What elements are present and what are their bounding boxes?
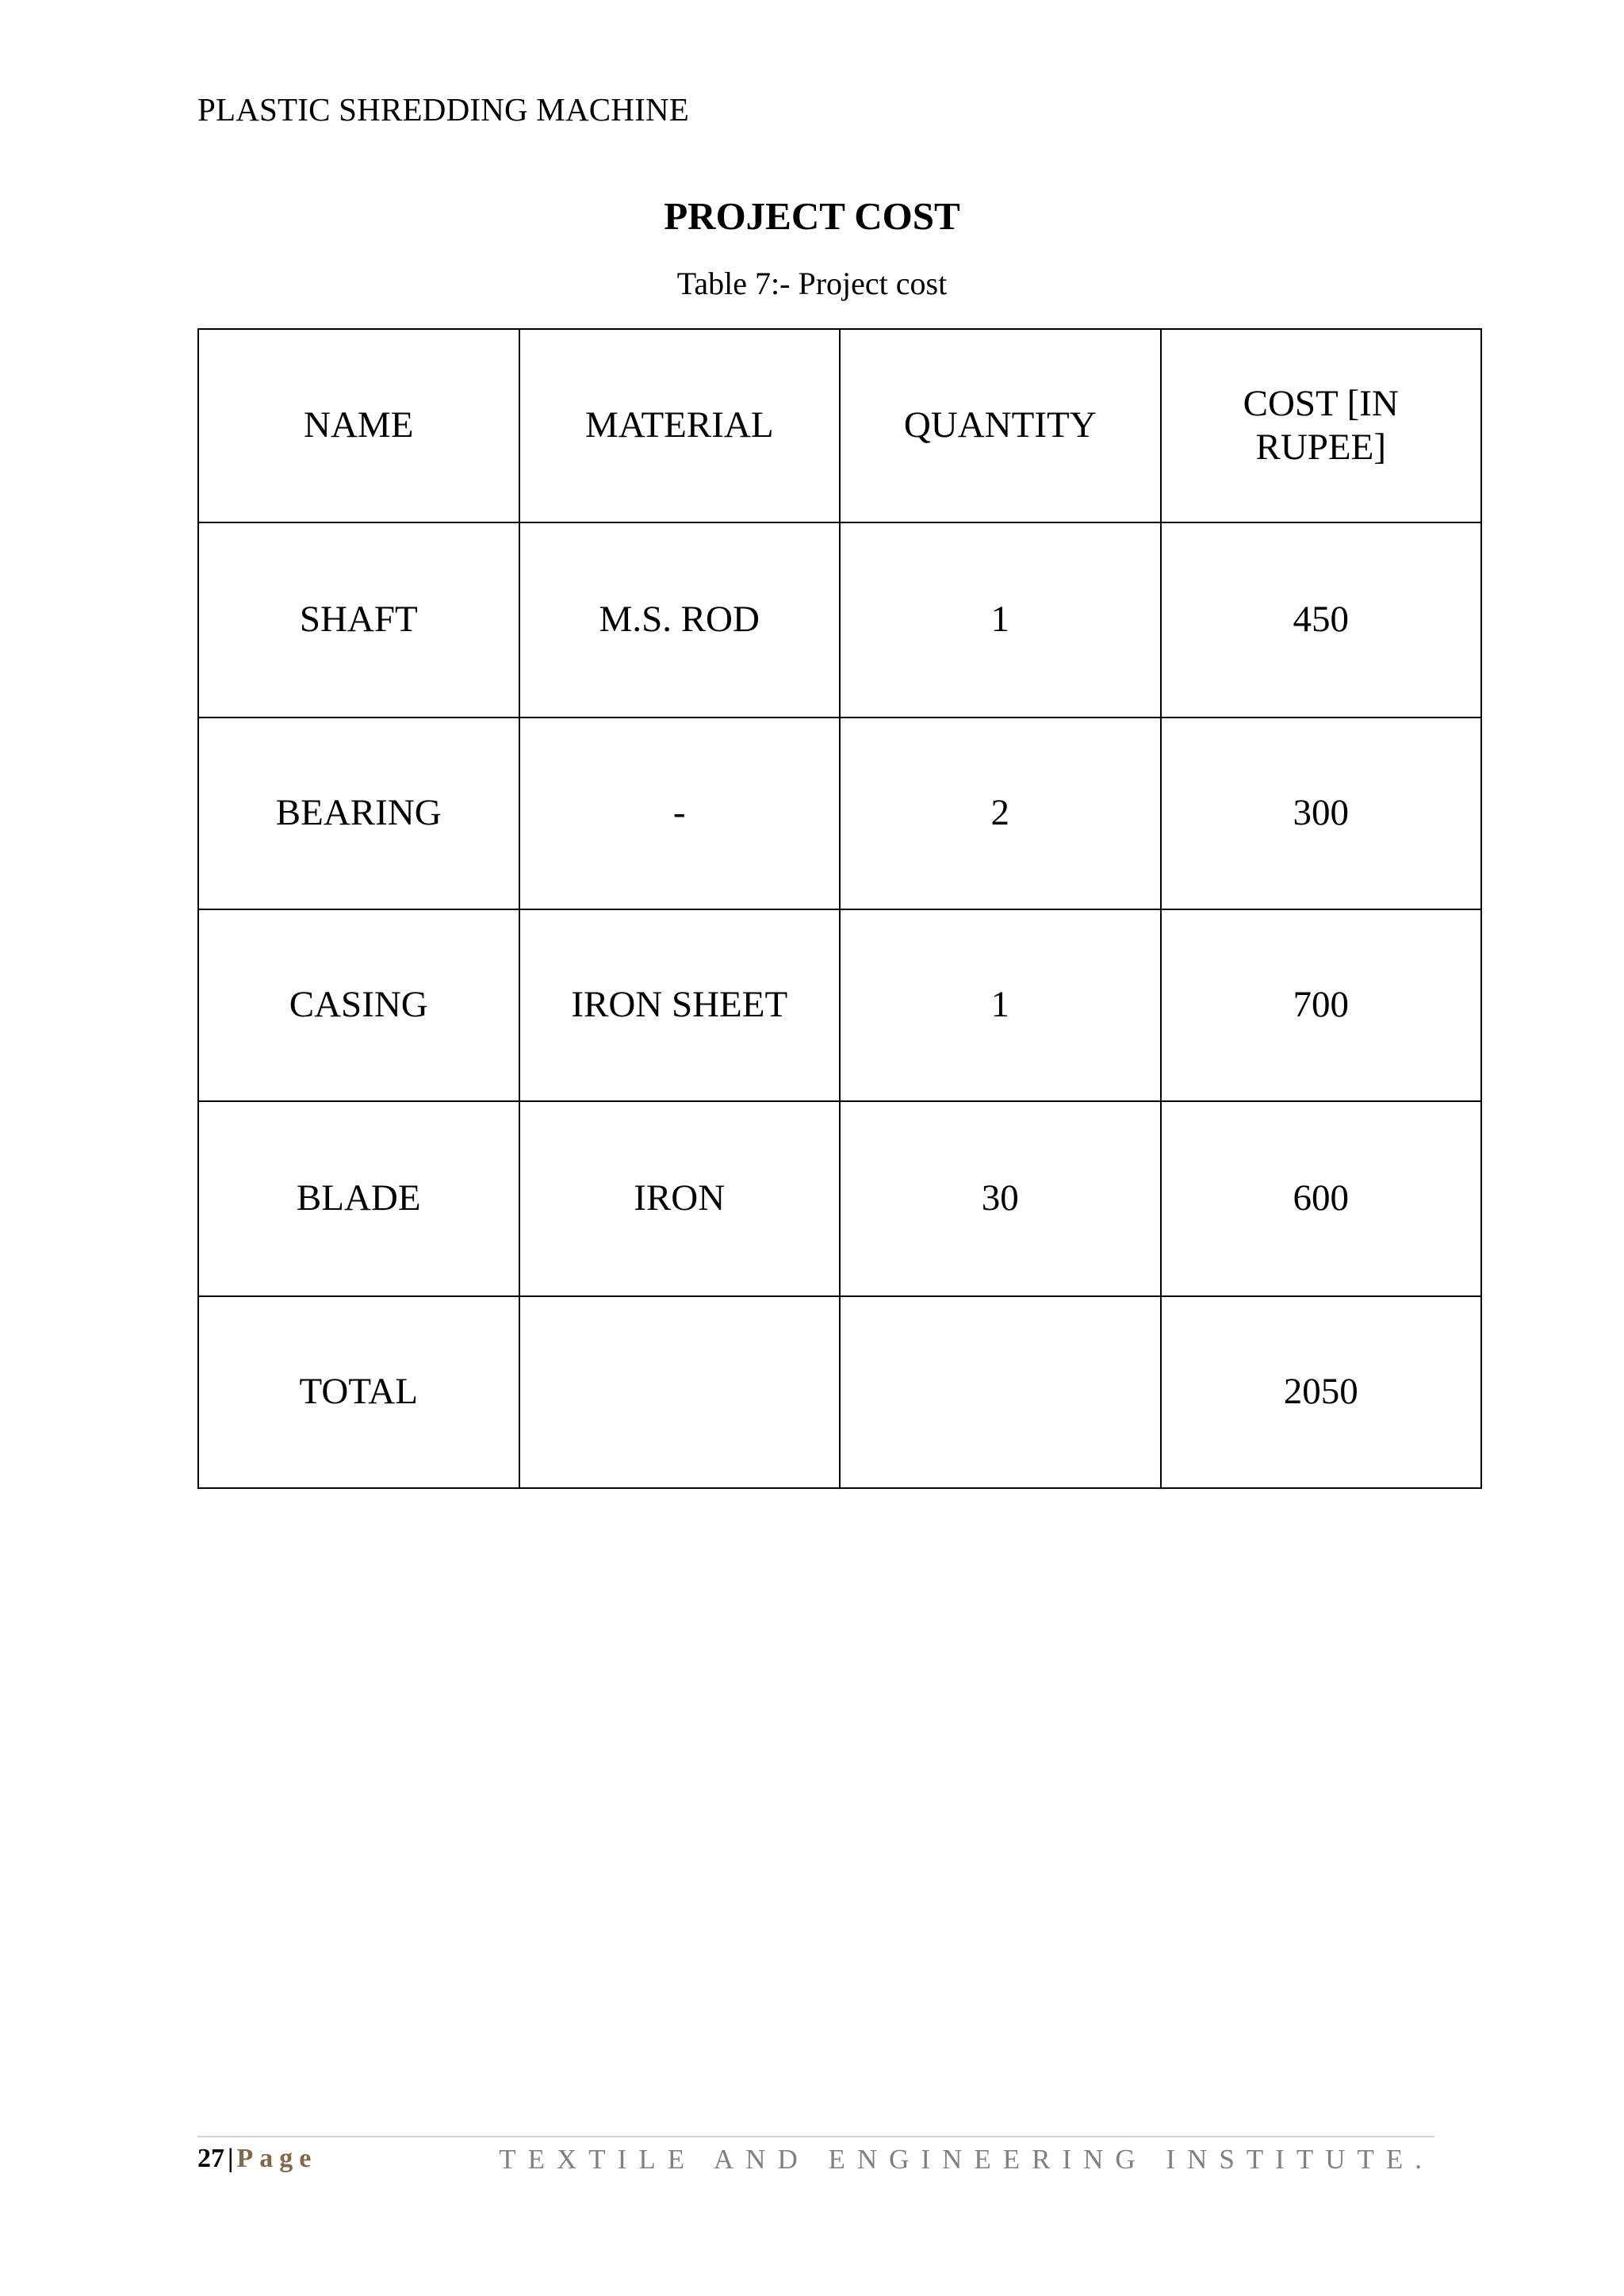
running-header: PLASTIC SHREDDING MACHINE bbox=[197, 91, 690, 128]
cell-quantity bbox=[840, 1296, 1161, 1488]
column-header-cost: COST [IN RUPEE] bbox=[1161, 329, 1482, 522]
table-header-row bbox=[198, 329, 1481, 522]
footer-divider bbox=[197, 2136, 1434, 2137]
cell-quantity: 1 bbox=[840, 909, 1161, 1101]
cell-name: TOTAL bbox=[198, 1296, 519, 1488]
cell-material: IRON bbox=[519, 1101, 841, 1296]
cell-cost: 600 bbox=[1161, 1101, 1482, 1296]
cell-quantity: 2 bbox=[840, 718, 1161, 909]
table-caption: Table 7:- Project cost bbox=[676, 266, 948, 301]
column-header-name: NAME bbox=[198, 329, 519, 522]
footer-institute-name: TEXTILE AND ENGINEERING INSTITUTE. bbox=[499, 2144, 1434, 2175]
project-cost-table bbox=[197, 328, 1482, 1489]
cell-cost: 700 bbox=[1161, 909, 1482, 1101]
cell-material bbox=[519, 1296, 841, 1488]
cell-name: BEARING bbox=[198, 718, 519, 909]
cell-name: BLADE bbox=[198, 1101, 519, 1296]
column-header-quantity: QUANTITY bbox=[840, 329, 1161, 522]
table-row bbox=[198, 1101, 1481, 1296]
page-number: 27 bbox=[197, 2144, 224, 2173]
table-row bbox=[198, 909, 1481, 1101]
cell-quantity: 30 bbox=[840, 1101, 1161, 1296]
cell-material: - bbox=[519, 718, 841, 909]
cell-cost: 450 bbox=[1161, 522, 1482, 718]
table-row bbox=[198, 718, 1481, 909]
cell-cost: 2050 bbox=[1161, 1296, 1482, 1488]
cell-name: SHAFT bbox=[198, 522, 519, 718]
footer-page-number bbox=[197, 2145, 317, 2172]
table-row-total bbox=[198, 1296, 1481, 1488]
page-label: Page bbox=[236, 2144, 318, 2173]
cell-name: CASING bbox=[198, 909, 519, 1101]
page-separator: | bbox=[228, 2144, 234, 2173]
section-title: PROJECT COST bbox=[664, 194, 960, 238]
table-row bbox=[198, 522, 1481, 718]
cell-material: IRON SHEET bbox=[519, 909, 841, 1101]
column-header-material: MATERIAL bbox=[519, 329, 841, 522]
cell-cost: 300 bbox=[1161, 718, 1482, 909]
cell-material: M.S. ROD bbox=[519, 522, 841, 718]
cell-quantity: 1 bbox=[840, 522, 1161, 718]
